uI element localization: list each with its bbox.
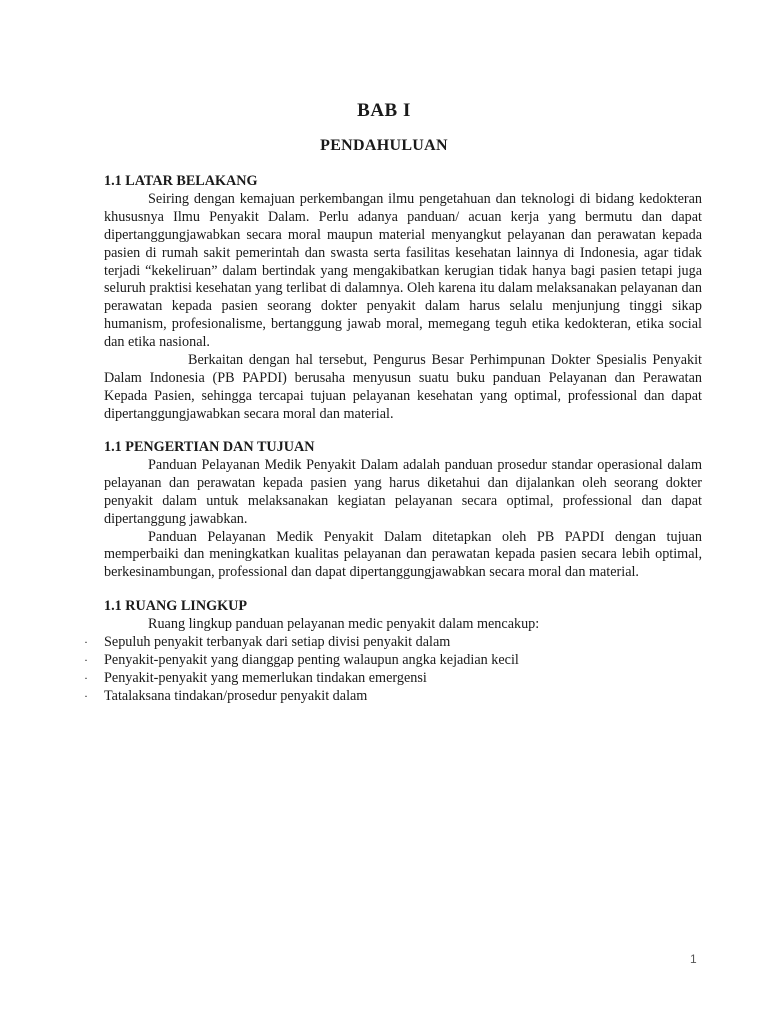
chapter-title: PENDAHULUAN — [320, 137, 448, 154]
list-item-text: Sepuluh penyakit terbanyak dari setiap divisi penyakit dalam — [104, 633, 451, 650]
bullet-icon: · — [84, 688, 88, 703]
bullet-icon: · — [84, 670, 88, 685]
paragraph: Ruang lingkup panduan pelayanan medic penyakit dalam mencakup: — [148, 615, 540, 632]
paragraph: Seiring dengan kemajuan perkembangan ilmu pengetahuan dan teknologi di bidang kedokteran khususnya Ilmu Penyakit Dalam. Perlu adanya panduan/ acuan kerja yang bermutu dan dapat dipertanggungjawabkan secara moral maupun material menyangkut pelayanan dan perawatan kepada pasien di rumah sakit pemerintah dan swasta serta fasilitas kesehatan lainnya di Indonesia, agar tidak terjadi “kekeliruan” dalam bertindak yang mengakibatkan kerugian tidak hanya bagi pasien tetapi juga seluruh praktisi kesehatan yang terlibat di dalamnya. Oleh karena itu dalam melaksanakan pelayanan dan perawatan kepada pasien seorang dokter penyakit dalam harus selalu menjunjung tinggi sikap humanism, profesionalisme, bertanggung jawab moral, memegang teguh etika kedokteran, etika social dan etika nasional. — [104, 190, 702, 351]
chapter-heading: BAB I — [357, 100, 411, 121]
paragraph: Panduan Pelayanan Medik Penyakit Dalam ditetapkan oleh PB PAPDI dengan tujuan memperbaiki dan meningkatkan kualitas pelayanan dan perawatan kepada pasien secara lebih optimal, berkesinambungan, professional dan dapat dipertanggungjawabkan secara moral dan material. — [104, 528, 702, 581]
list-item-text: Penyakit-penyakit yang memerlukan tindakan emergensi — [104, 669, 427, 686]
list-item-text: Penyakit-penyakit yang dianggap penting walaupun angka kejadian kecil — [104, 651, 519, 668]
scope-list — [84, 633, 702, 706]
list-item — [84, 670, 702, 688]
paragraph: Berkaitan dengan hal tersebut, Pengurus Besar Perhimpunan Dokter Spesialis Penyakit Dalam Indonesia (PB PAPDI) berusaha menyusun suatu buku panduan Pelayanan dan Perawatan Kepada Pasien, sehingga tercapai tujuan pelayanan kesehatan yang optimal, professional dan dapat dipertanggungjawabkan secara moral dan material. — [104, 352, 702, 422]
page-number: 1 — [690, 952, 697, 966]
section-ruang-lingkup — [84, 598, 702, 705]
section-heading: 1.1 RUANG LINGKUP — [104, 598, 248, 614]
list-item-text: Tatalaksana tindakan/prosedur penyakit dalam — [104, 687, 368, 704]
section-pengertian-tujuan — [104, 439, 702, 582]
list-item — [84, 652, 702, 670]
bullet-icon: · — [84, 652, 88, 667]
section-latar-belakang — [104, 173, 702, 424]
paragraph: Panduan Pelayanan Medik Penyakit Dalam adalah panduan prosedur standar operasional dalam pelayanan dan perawatan kepada pasien yang harus diketahui dan dijalankan oleh seorang dokter penyakit dalam untuk melaksanakan kegiatan pelayanan secara optimal, professional dan dapat dipertanggung jawabkan. — [104, 456, 702, 527]
section-heading: 1.1 PENGERTIAN DAN TUJUAN — [104, 439, 315, 455]
section-heading: 1.1 LATAR BELAKANG — [104, 173, 258, 189]
bullet-icon: · — [84, 634, 88, 649]
list-item — [84, 688, 702, 706]
list-item — [84, 634, 702, 652]
